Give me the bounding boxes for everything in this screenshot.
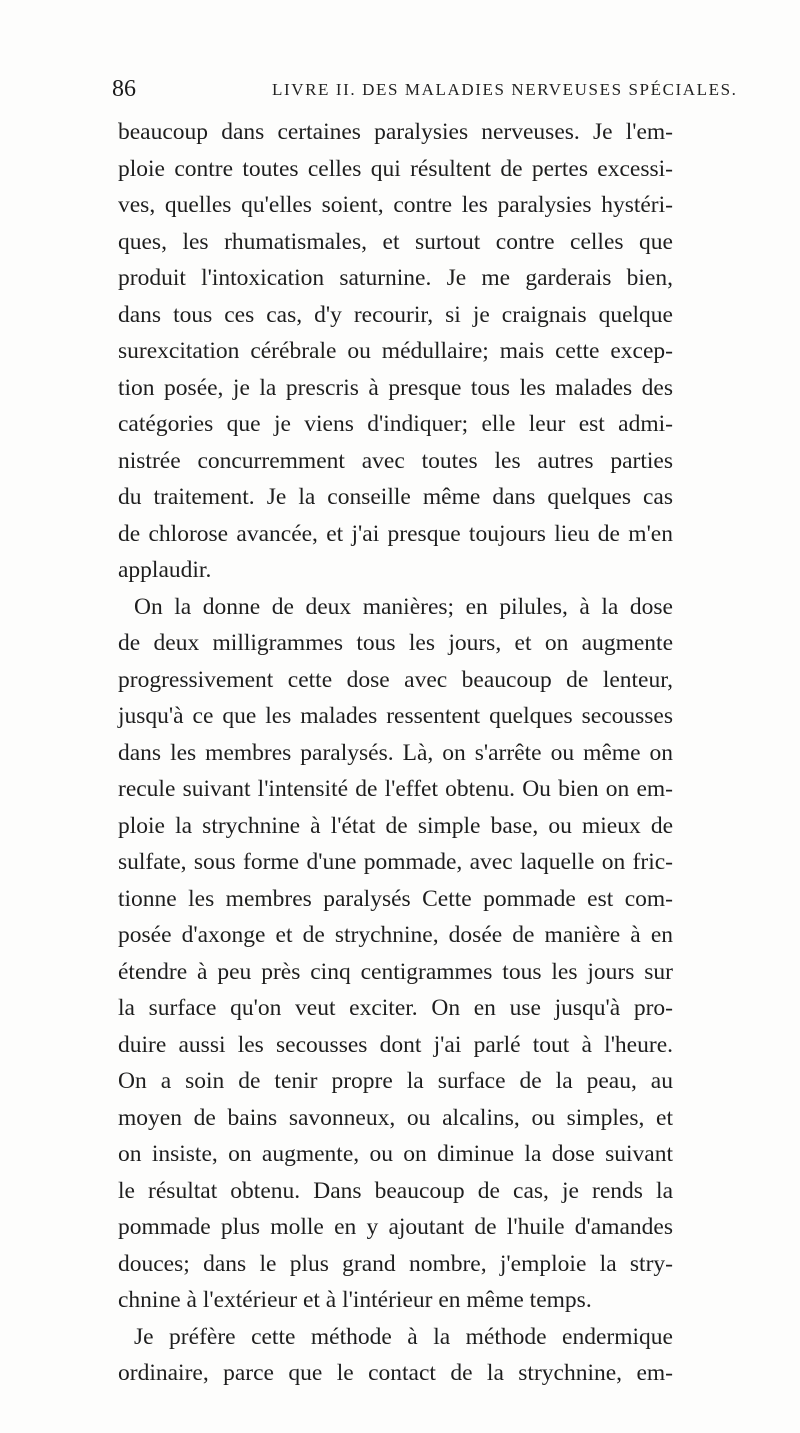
text-line: ves, quelles qu'elles soient, contre les paralysies hystéri- xyxy=(118,192,673,218)
text-line: moyen de bains savonneux, ou alcalins, ou simples, et xyxy=(118,1104,673,1131)
text-line: nistrée concurremment avec toutes les autres parties xyxy=(118,447,673,474)
text-line: ques, les rhumatismales, et surtout contre celles que xyxy=(118,228,673,255)
text-line: ordinaire, parce que le contact de la strychnine, em- xyxy=(118,1360,673,1386)
text-line: dans tous ces cas, d'y recourir, si je craignais quelque xyxy=(118,301,673,328)
text-line: dans les membres paralysés. Là, on s'arrête ou même on xyxy=(118,739,673,766)
page-number: 86 xyxy=(112,76,136,102)
running-header xyxy=(112,74,738,104)
text-line: douces; dans le plus grand nombre, j'emploie la stry- xyxy=(118,1250,673,1277)
running-title: LIVRE II. DES MALADIES NERVEUSES SPÉCIALES. xyxy=(272,80,738,99)
text-line: progressivement cette dose avec beaucoup de lenteur, xyxy=(118,666,673,693)
text-line: de deux milligrammes tous les jours, et on augmente xyxy=(118,630,673,656)
text-line: du traitement. Je la conseille même dans quelques cas xyxy=(118,484,673,510)
text-line: ploie contre toutes celles qui résultent de pertes excessi- xyxy=(118,155,673,182)
text-line: On la donne de deux manières; en pilules, à la dose xyxy=(134,593,673,620)
text-line: produit l'intoxication saturnine. Je me garderais bien, xyxy=(118,265,673,291)
text-line: On a soin de tenir propre la surface de la peau, au xyxy=(118,1068,673,1094)
text-line: de chlorose avancée, et j'ai presque toujours lieu de m'en xyxy=(118,520,673,547)
text-line: posée d'axonge et de strychnine, dosée de manière à en xyxy=(118,922,673,948)
text-line: tionne les membres paralysés Cette pommade est com- xyxy=(118,885,673,912)
text-line: la surface qu'on veut exciter. On en use jusqu'à pro- xyxy=(118,995,673,1021)
text-line: jusqu'à ce que les malades ressentent quelques secousses xyxy=(118,703,673,729)
text-line: catégories que je viens d'indiquer; elle leur est admi- xyxy=(118,411,673,437)
text-line: chnine à l'extérieur et à l'intérieur en même temps. xyxy=(118,1287,592,1313)
text-line: le résultat obtenu. Dans beaucoup de cas, je rends la xyxy=(118,1177,673,1204)
text-line: surexcitation cérébrale ou médullaire; mais cette excep- xyxy=(118,338,673,364)
text-line: sulfate, sous forme d'une pommade, avec laquelle on fric- xyxy=(118,849,673,875)
text-line: ploie la strychnine à l'état de simple base, ou mieux de xyxy=(118,812,673,839)
text-line: beaucoup dans certaines paralysies nerveuses. Je l'em- xyxy=(118,119,673,145)
text-line: pommade plus molle en y ajoutant de l'huile d'amandes xyxy=(118,1214,673,1240)
text-line: étendre à peu près cinq centigrammes tous les jours sur xyxy=(118,958,673,985)
text-line: duire aussi les secousses dont j'ai parlé tout à l'heure. xyxy=(118,1031,673,1058)
text-line: Je préfère cette méthode à la méthode endermique xyxy=(134,1323,673,1350)
text-line: applaudir. xyxy=(118,557,212,583)
text-line: on insiste, on augmente, ou on diminue la dose suivant xyxy=(118,1141,673,1167)
text-line: recule suivant l'intensité de l'effet obtenu. Ou bien on em- xyxy=(118,776,673,802)
text-line: tion posée, je la prescris à presque tous les malades des xyxy=(118,374,673,401)
body-text xyxy=(118,114,673,1392)
